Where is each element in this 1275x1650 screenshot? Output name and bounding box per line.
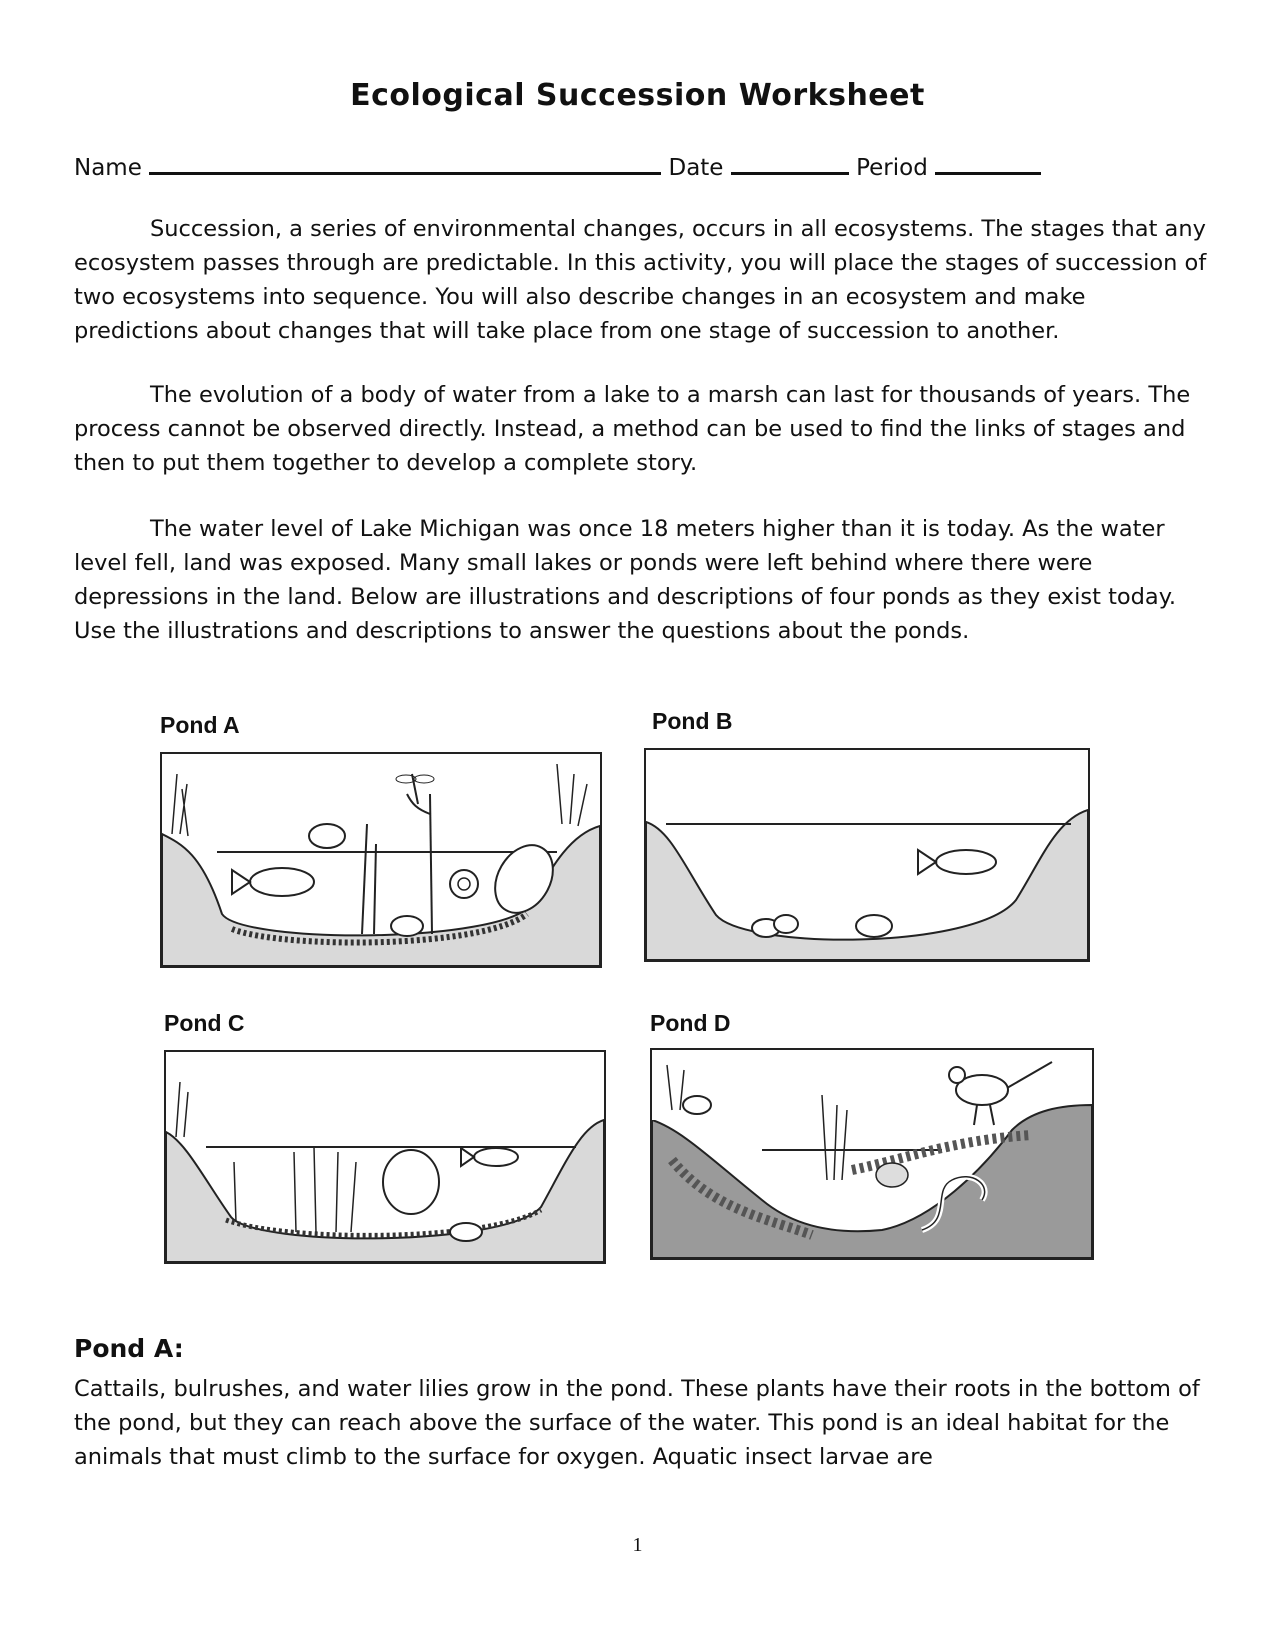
name-label: Name	[74, 155, 142, 181]
rock-icon	[752, 915, 892, 937]
reed-icon	[172, 764, 587, 836]
fish-icon	[918, 850, 996, 874]
pond-b-label: Pond B	[652, 708, 733, 734]
student-info-line	[74, 150, 1041, 181]
pond-a-label: Pond A	[160, 712, 240, 738]
frog-icon	[309, 824, 345, 848]
underwater-plant-icon	[234, 1147, 356, 1232]
cattail-plant-icon	[362, 794, 432, 934]
dragonfly-icon	[396, 774, 434, 804]
pond-c-illustration	[164, 1050, 606, 1264]
date-field[interactable]	[731, 150, 849, 175]
turtle-icon	[383, 1150, 439, 1214]
fish-icon	[461, 1148, 518, 1166]
intro-paragraph-3-text: The water level of Lake Michigan was once 18 meters higher than it is today. As the water level fell, land was exposed. Many small lakes or ponds were left behind where there were depressions in the land. Below are illustrations and descriptions of four ponds as they exist today. Use the illustrations and descriptions to answer the questions about the ponds.	[74, 516, 1176, 644]
intro-paragraph-2	[74, 378, 1209, 480]
name-field[interactable]	[149, 150, 661, 175]
date-label: Date	[668, 155, 724, 181]
pond-a-illustration	[160, 752, 602, 968]
frog-icon	[683, 1096, 711, 1114]
pond-d-label: Pond D	[650, 1010, 731, 1036]
pond-a-description: Cattails, bulrushes, and water lilies grow in the pond. These plants have their roots in the bottom of the pond, but they can reach above the surface of the water. This pond is an ideal habitat for the animals that must climb to the surface for oxygen. Aquatic insect larvae are	[74, 1376, 1200, 1470]
period-field[interactable]	[935, 150, 1041, 175]
pond-c-label: Pond C	[164, 1010, 245, 1036]
pond-d-illustration	[650, 1048, 1094, 1260]
fish-icon	[232, 868, 314, 896]
intro-paragraph-1	[74, 212, 1209, 348]
reed-icon	[176, 1082, 188, 1137]
period-label: Period	[856, 155, 928, 181]
pond-a-heading: Pond A:	[74, 1334, 184, 1363]
intro-paragraph-3	[74, 512, 1209, 648]
intro-paragraph-1-text: Succession, a series of environmental changes, occurs in all ecosystems. The stages that any ecosystem passes through are predictable. In this activity, you will place the stages of succession of two ecosystems into sequence. You will also describe changes in an ecosystem and make predictions about changes that will take place from one stage of succession to another.	[74, 216, 1207, 344]
pond-b-illustration	[644, 748, 1090, 962]
snail-icon	[450, 870, 478, 898]
intro-paragraph-2-text: The evolution of a body of water from a lake to a marsh can last for thousands of years. The process cannot be observed directly. Instead, a method can be used to find the links of stages and then to put them together to develop a complete story.	[74, 382, 1191, 476]
worksheet-title: Ecological Succession Worksheet	[350, 78, 925, 113]
page-number: 1	[632, 1534, 643, 1556]
